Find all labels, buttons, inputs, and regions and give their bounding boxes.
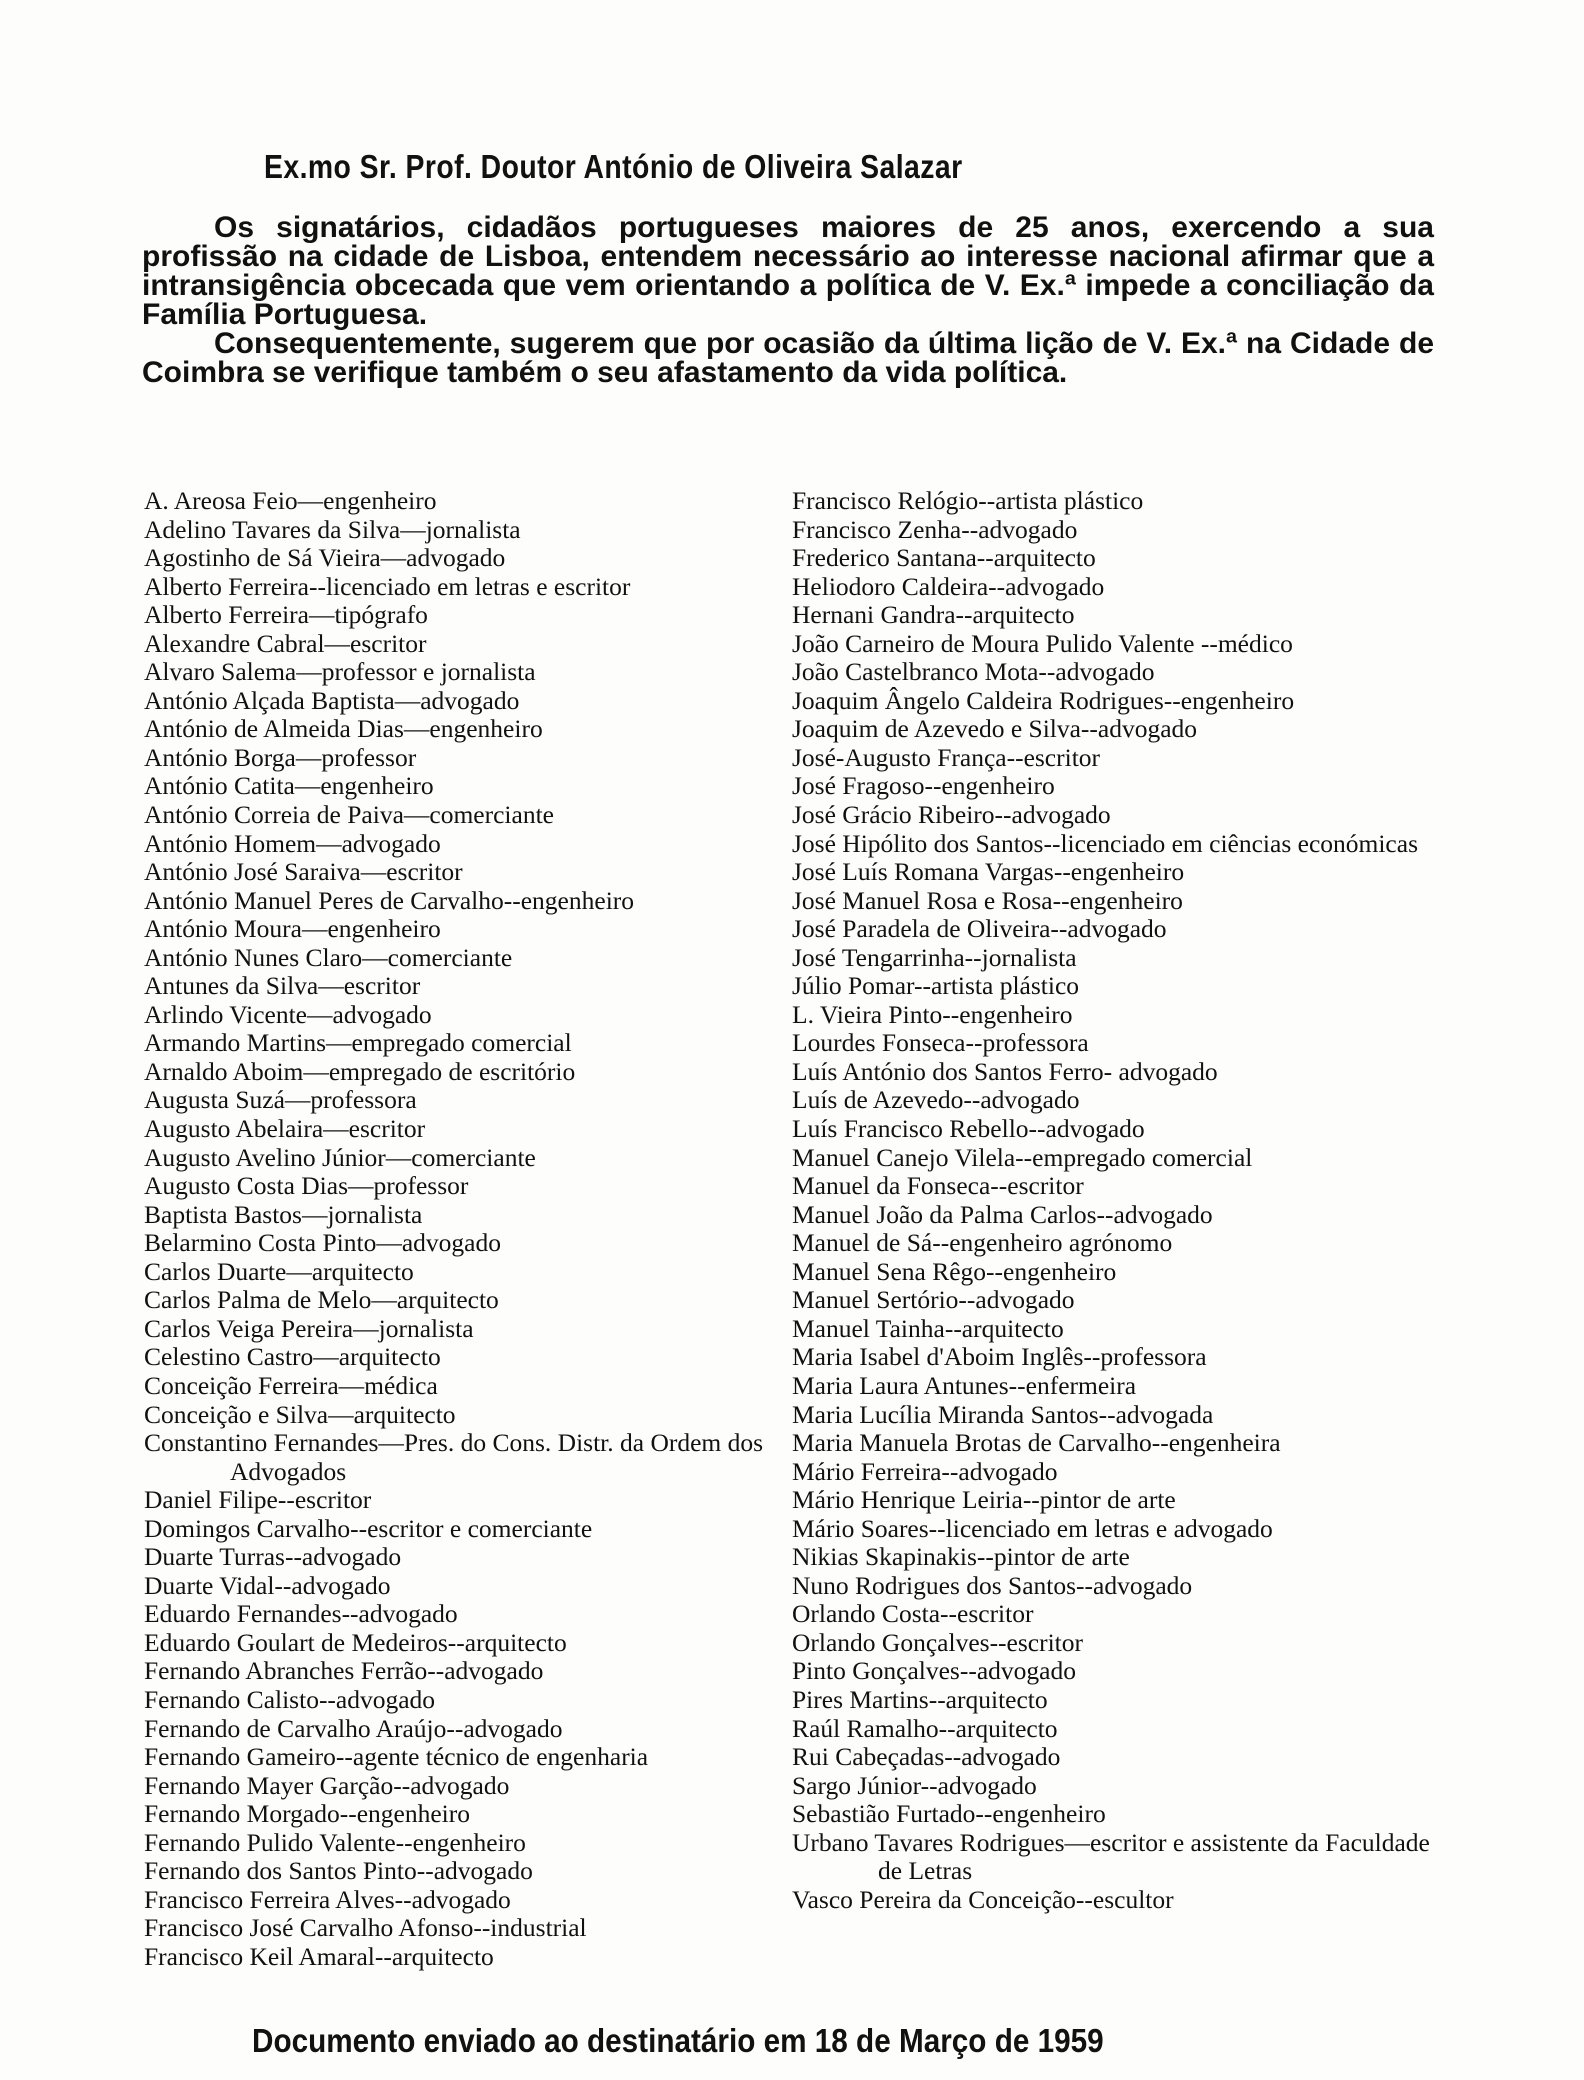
signatory-entry: Augusto Costa Dias—professor bbox=[144, 1171, 469, 1201]
signatory-entry: Francisco Ferreira Alves--advogado bbox=[144, 1884, 511, 1914]
intro-paragraph: Os signatários, cidadãos portugueses maiores de 25 anos, exercendo a sua profissão na cidade de Lisboa, entendem necessário ao interesse nacional afirmar que a intransigência obcecada que vem orientando a política de V. Ex.ª impede a conciliação da Família Portuguesa. bbox=[142, 211, 1434, 331]
signatory-entry: José Paradela de Oliveira--advogado bbox=[792, 914, 1167, 944]
signatory-entry: Alberto Ferreira—tipógrafo bbox=[144, 600, 428, 630]
signatory-entry: Duarte Turras--advogado bbox=[144, 1542, 402, 1572]
signatory-entry: Maria Laura Antunes--enfermeira bbox=[792, 1370, 1137, 1400]
signatory-entry: Manuel Tainha--arquitecto bbox=[792, 1313, 1064, 1343]
signatory-entry: José Tengarrinha--jornalista bbox=[792, 942, 1077, 972]
addressee-heading: Ex.mo Sr. Prof. Doutor António de Oliveira Salazar bbox=[264, 148, 963, 185]
signatory-entry: Francisco Relógio--artista plástico bbox=[792, 486, 1144, 515]
signatory-entry: Orlando Costa--escritor bbox=[792, 1599, 1034, 1629]
signatory-entry: Luís Francisco Rebello--advogado bbox=[792, 1114, 1145, 1144]
signatory-entry: António José Saraiva—escritor bbox=[144, 857, 463, 887]
signatory-entry: Adelino Tavares da Silva—jornalista bbox=[144, 514, 521, 544]
signatory-entry: A. Areosa Feio—engenheiro bbox=[144, 486, 437, 515]
signatory-entry: Urbano Tavares Rodrigues—escritor e assistente da Faculdade de Letras bbox=[792, 1827, 1430, 1886]
intro-paragraph: Consequentemente, sugerem que por ocasião da última lição de V. Ex.ª na Cidade de Coimbra se verifique também o seu afastamento da vida política. bbox=[142, 327, 1434, 389]
signatory-entry: Alexandre Cabral—escritor bbox=[144, 628, 427, 658]
signatory-entry: José Luís Romana Vargas--engenheiro bbox=[792, 857, 1185, 887]
signatory-entry: Sebastião Furtado--engenheiro bbox=[792, 1799, 1106, 1829]
signatory-entry: Luís António dos Santos Ferro- advogado bbox=[792, 1056, 1218, 1086]
signatory-entry: Pires Martins--arquitecto bbox=[792, 1684, 1048, 1714]
signatory-entry: Mário Henrique Leiria--pintor de arte bbox=[792, 1485, 1176, 1515]
signatory-entry: Pinto Gonçalves--advogado bbox=[792, 1656, 1076, 1686]
signatory-entry: Agostinho de Sá Vieira—advogado bbox=[144, 543, 506, 573]
signatory-entry: Eduardo Goulart de Medeiros--arquitecto bbox=[144, 1627, 567, 1657]
signatory-entry: Antunes da Silva—escritor bbox=[144, 971, 421, 1001]
signatory-entry: Manuel João da Palma Carlos--advogado bbox=[792, 1199, 1213, 1229]
signatory-entry: Frederico Santana--arquitecto bbox=[792, 543, 1096, 573]
signatory-entry: António Nunes Claro—comerciante bbox=[144, 942, 513, 972]
signatory-entry: Alberto Ferreira--licenciado em letras e escritor bbox=[144, 571, 631, 601]
signatory-entry: Fernando Calisto--advogado bbox=[144, 1684, 436, 1714]
signatory-entry: Francisco Keil Amaral--arquitecto bbox=[144, 1941, 494, 1971]
signatory-entry: Fernando Pulido Valente--engenheiro bbox=[144, 1827, 526, 1857]
signatory-entry: Daniel Filipe--escritor bbox=[144, 1485, 372, 1515]
signatory-entry: Carlos Duarte—arquitecto bbox=[144, 1256, 414, 1286]
signatory-entry: António Manuel Peres de Carvalho--engenheiro bbox=[144, 885, 635, 915]
signatory-entry: Arlindo Vicente—advogado bbox=[144, 999, 432, 1029]
signatory-entry: Manuel Canejo Vilela--empregado comercial bbox=[792, 1142, 1253, 1172]
signatory-entry: Francisco José Carvalho Afonso--industrial bbox=[144, 1913, 587, 1943]
signatory-entry: Augusta Suzá—professora bbox=[144, 1085, 417, 1115]
signatory-entry: Mário Ferreira--advogado bbox=[792, 1456, 1058, 1486]
signatory-entry: Belarmino Costa Pinto—advogado bbox=[144, 1228, 501, 1258]
signatory-entry: Carlos Palma de Melo—arquitecto bbox=[144, 1285, 499, 1315]
signatory-entry: Raúl Ramalho--arquitecto bbox=[792, 1713, 1058, 1743]
signatory-entry: Hernani Gandra--arquitecto bbox=[792, 600, 1075, 630]
signatory-entry: Luís de Azevedo--advogado bbox=[792, 1085, 1080, 1115]
signatory-entry: Fernando de Carvalho Araújo--advogado bbox=[144, 1713, 563, 1743]
signatory-entry: João Carneiro de Moura Pulido Valente --médico bbox=[792, 628, 1293, 658]
signatory-entry: Fernando Morgado--engenheiro bbox=[144, 1799, 470, 1829]
signatory-entry: António Alçada Baptista—advogado bbox=[144, 685, 520, 715]
signatory-entry: Constantino Fernandes—Pres. do Cons. Distr. da Ordem dos Advogados bbox=[144, 1428, 764, 1486]
signatory-entry: Mário Soares--licenciado em letras e advogado bbox=[792, 1513, 1273, 1543]
signatory-entry: Manuel Sena Rêgo--engenheiro bbox=[792, 1256, 1117, 1286]
signatory-entry: Conceição Ferreira—médica bbox=[144, 1370, 438, 1400]
signatory-entry: Eduardo Fernandes--advogado bbox=[144, 1599, 458, 1629]
signatory-entry: Orlando Gonçalves--escritor bbox=[792, 1627, 1084, 1657]
signatory-entry: Fernando Mayer Garção--advogado bbox=[144, 1770, 510, 1800]
signatories-left-column bbox=[144, 487, 780, 1971]
signatory-entry: Manuel Sertório--advogado bbox=[792, 1285, 1075, 1315]
signatory-entry: Fernando Gameiro--agente técnico de engenharia bbox=[144, 1742, 649, 1772]
signatory-entry: Nikias Skapinakis--pintor de arte bbox=[792, 1542, 1130, 1572]
signatory-entry: Rui Cabeçadas--advogado bbox=[792, 1742, 1061, 1772]
signatory-entry: António de Almeida Dias—engenheiro bbox=[144, 714, 543, 744]
signatory-entry: Fernando Abranches Ferrão--advogado bbox=[144, 1656, 544, 1686]
signatory-entry: António Borga—professor bbox=[144, 742, 417, 772]
signatory-entry: João Castelbranco Mota--advogado bbox=[792, 657, 1155, 687]
signatory-entry: Arnaldo Aboim—empregado de escritório bbox=[144, 1056, 576, 1086]
signatory-entry: José Hipólito dos Santos--licenciado em ciências económicas bbox=[792, 828, 1418, 858]
footer-note bbox=[252, 2022, 1198, 2060]
signatory-entry: Maria Isabel d'Aboim Inglês--professora bbox=[792, 1342, 1207, 1372]
signatory-entry: Duarte Vidal--advogado bbox=[144, 1570, 391, 1600]
signatory-entry: Augusto Abelaira—escritor bbox=[144, 1114, 426, 1144]
signatory-entry: Maria Lucília Miranda Santos--advogada bbox=[792, 1399, 1214, 1429]
signatory-entry: Sargo Júnior--advogado bbox=[792, 1770, 1037, 1800]
signatory-entry: Alvaro Salema—professor e jornalista bbox=[144, 657, 536, 687]
signatory-entry: António Moura—engenheiro bbox=[144, 914, 441, 944]
signatory-entry: José Fragoso--engenheiro bbox=[792, 771, 1055, 801]
signatory-entry: Carlos Veiga Pereira—jornalista bbox=[144, 1313, 474, 1343]
signatories-right-column bbox=[792, 487, 1438, 1914]
signatory-entry: Augusto Avelino Júnior—comerciante bbox=[144, 1142, 536, 1172]
signatory-entry: José Manuel Rosa e Rosa--engenheiro bbox=[792, 885, 1183, 915]
signatory-entry: Vasco Pereira da Conceição--escultor bbox=[792, 1884, 1174, 1914]
signatory-entry: José-Augusto França--escritor bbox=[792, 742, 1101, 772]
signatory-entry: Heliodoro Caldeira--advogado bbox=[792, 571, 1105, 601]
footer-text: Documento enviado ao destinatário em 18 de Março de 1959 bbox=[252, 2022, 1104, 2059]
signatory-entry: Manuel de Sá--engenheiro agrónomo bbox=[792, 1228, 1173, 1258]
signatory-entry: L. Vieira Pinto--engenheiro bbox=[792, 999, 1073, 1029]
signatory-entry: Celestino Castro—arquitecto bbox=[144, 1342, 441, 1372]
signatory-entry: Joaquim Ângelo Caldeira Rodrigues--engenheiro bbox=[792, 685, 1295, 715]
signatory-entry: António Correia de Paiva—comerciante bbox=[144, 800, 554, 830]
signatory-entry: Joaquim de Azevedo e Silva--advogado bbox=[792, 714, 1198, 744]
signatory-entry: Conceição e Silva—arquitecto bbox=[144, 1399, 456, 1429]
signatory-entry: Fernando dos Santos Pinto--advogado bbox=[144, 1856, 533, 1886]
signatory-entry: Júlio Pomar--artista plástico bbox=[792, 971, 1080, 1001]
signatory-entry: José Grácio Ribeiro--advogado bbox=[792, 800, 1111, 830]
signatory-entry: Nuno Rodrigues dos Santos--advogado bbox=[792, 1570, 1193, 1600]
signatory-entry: Domingos Carvalho--escritor e comerciante bbox=[144, 1513, 593, 1543]
signatory-entry: Baptista Bastos—jornalista bbox=[144, 1199, 423, 1229]
signatory-entry: Maria Manuela Brotas de Carvalho--engenheira bbox=[792, 1428, 1281, 1458]
signatory-entry: Armando Martins—empregado comercial bbox=[144, 1028, 572, 1058]
signatory-entry: Manuel da Fonseca--escritor bbox=[792, 1171, 1084, 1201]
signatory-entry: António Catita—engenheiro bbox=[144, 771, 434, 801]
signatory-entry: Francisco Zenha--advogado bbox=[792, 514, 1078, 544]
petition-text bbox=[142, 213, 1434, 387]
signatory-entry: Lourdes Fonseca--professora bbox=[792, 1028, 1089, 1058]
signatory-entry: António Homem—advogado bbox=[144, 828, 441, 858]
